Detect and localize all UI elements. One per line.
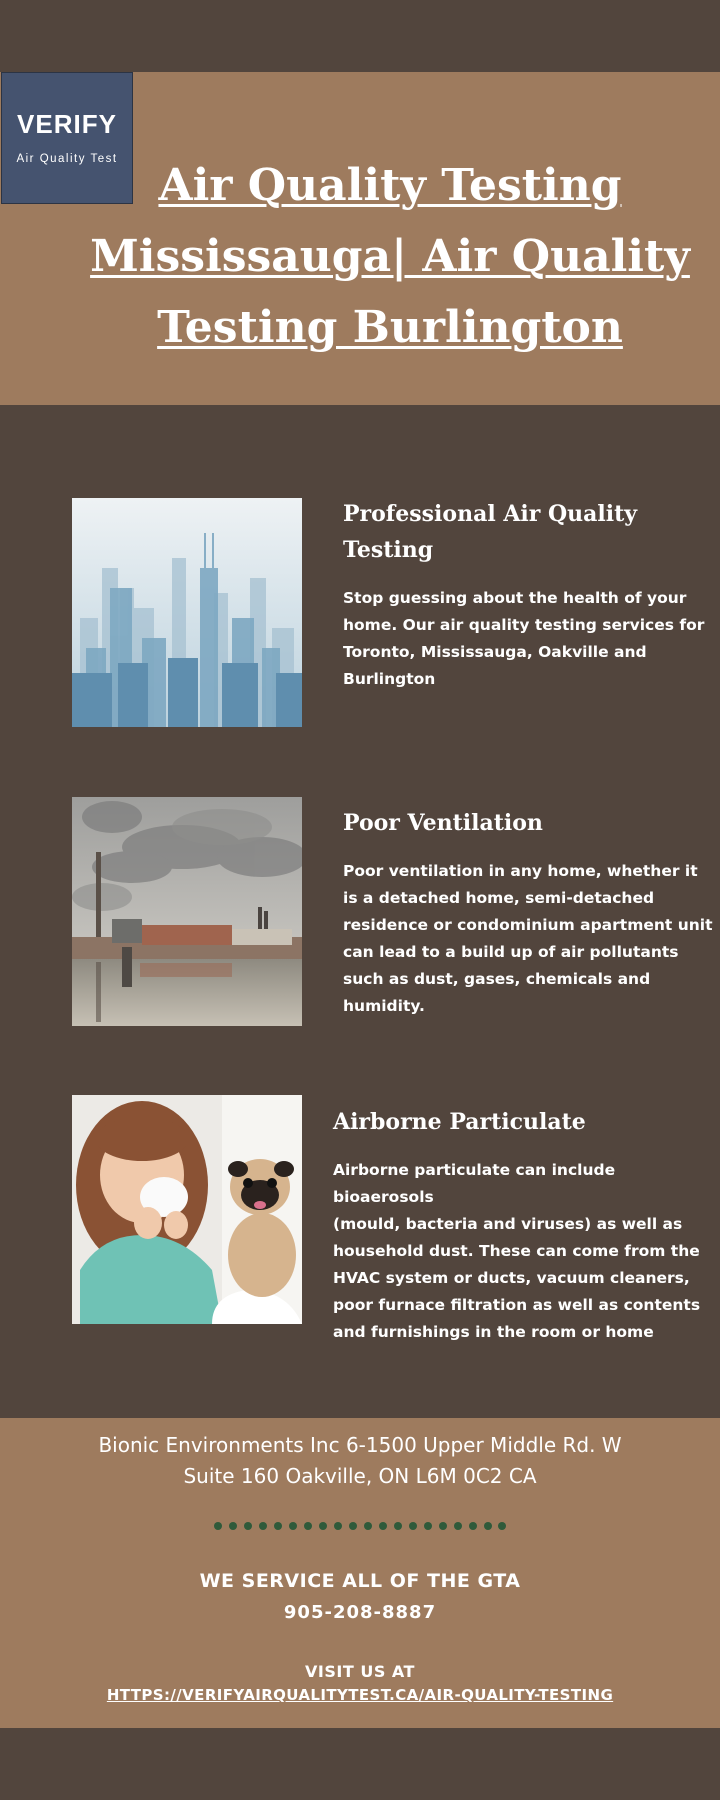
feature-title-line: Professional Air Quality — [343, 501, 638, 527]
divider-dot — [229, 1522, 237, 1530]
divider-dot — [409, 1522, 417, 1530]
divider-dot — [469, 1522, 477, 1530]
body-line: poor furnace filtration as well as contents — [333, 1296, 701, 1314]
visit-label: VISIT US AT — [305, 1662, 415, 1681]
website-link[interactable]: HTTPS://VERIFYAIRQUALITYTEST.CA/AIR-QUALITY-TESTING — [106, 1686, 614, 1704]
divider-dot — [334, 1522, 342, 1530]
divider-dot — [364, 1522, 372, 1530]
divider-dot — [349, 1522, 357, 1530]
city-skyline-image — [72, 498, 302, 727]
body-line: Poor ventilation in any home, whether it — [343, 862, 698, 880]
body-line: residence or condominium apartment unit — [343, 916, 713, 934]
phone-number[interactable]: 905-208-8887 — [283, 1602, 437, 1623]
divider-dot — [259, 1522, 267, 1530]
body-line: Burlington — [343, 670, 436, 688]
footer-band — [0, 1418, 720, 1728]
body-line: home. Our air quality testing services for — [343, 616, 705, 634]
body-line: is a detached home, semi-detached — [343, 889, 655, 907]
divider-dot — [454, 1522, 462, 1530]
feature-title-line: Airborne Particulate — [333, 1109, 586, 1135]
feature-title-ventilation — [343, 805, 543, 841]
feature-title-professional — [343, 496, 637, 568]
address-line: Suite 160 Oakville, ON L6M 0C2 CA — [183, 1464, 537, 1488]
body-line: Airborne particulate can include bioaerosols — [333, 1161, 616, 1206]
divider-dot — [394, 1522, 402, 1530]
feature-body-ventilation — [343, 858, 713, 1020]
title-line-2: Mississauga| Air Quality — [90, 231, 690, 282]
divider-dot — [379, 1522, 387, 1530]
divider-dot — [244, 1522, 252, 1530]
divider-dot — [498, 1522, 506, 1530]
logo-subtitle: Air Quality Test — [16, 153, 118, 165]
divider-dot — [439, 1522, 447, 1530]
girl-sneezing-with-pug-image — [72, 1095, 302, 1324]
divider-dot — [424, 1522, 432, 1530]
body-line: such as dust, gases, chemicals and — [343, 970, 651, 988]
feature-body-professional — [343, 585, 704, 693]
divider-dot — [214, 1522, 222, 1530]
divider-dot — [274, 1522, 282, 1530]
feature-title-particulate — [333, 1104, 586, 1140]
body-line: humidity. — [343, 997, 425, 1015]
divider-dot — [484, 1522, 492, 1530]
title-line-3: Testing Burlington — [157, 302, 623, 353]
body-line: (mould, bacteria and viruses) as well as — [333, 1215, 683, 1233]
feature-body-particulate — [333, 1157, 720, 1346]
divider-dot — [319, 1522, 327, 1530]
service-area: WE SERVICE ALL OF THE GTA — [199, 1570, 521, 1592]
body-line: Stop guessing about the health of your — [343, 589, 687, 607]
body-line: and furnishings in the room or home — [333, 1323, 654, 1341]
divider-dot — [289, 1522, 297, 1530]
title-line-1: Air Quality Testing — [158, 160, 622, 211]
logo-word: VERIFY — [17, 109, 117, 139]
body-line: can lead to a build up of air pollutants — [343, 943, 679, 961]
body-line: household dust. These can come from the — [333, 1242, 700, 1260]
divider-dot — [304, 1522, 312, 1530]
body-line: HVAC system or ducts, vacuum cleaners, — [333, 1269, 690, 1287]
body-line: Toronto, Mississauga, Oakville and — [343, 643, 647, 661]
feature-title-line: Poor Ventilation — [343, 810, 543, 836]
address-line: Bionic Environments Inc 6-1500 Upper Middle Rd. W — [98, 1433, 622, 1457]
factory-smokestack-image — [72, 797, 302, 1026]
feature-title-line: Testing — [343, 537, 434, 563]
divider-dots — [214, 1522, 506, 1532]
page-title[interactable] — [70, 150, 710, 363]
company-address — [0, 1430, 720, 1492]
